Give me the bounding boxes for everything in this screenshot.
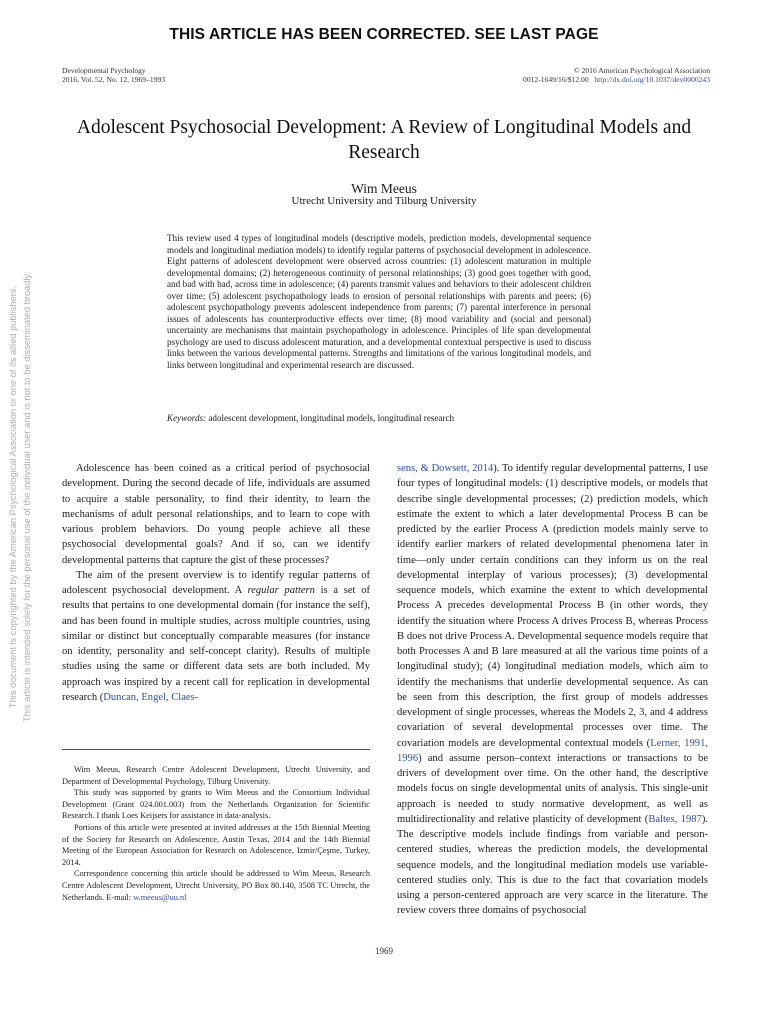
body-paragraph (62, 568, 370, 705)
footnote-divider (62, 749, 370, 750)
correction-banner: THIS ARTICLE HAS BEEN CORRECTED. SEE LAST PAGE (169, 26, 599, 43)
body-text: ) and assume person–context interactions or transactions to be drivers of development over time. On the other hand, the descriptive models focus on single developmental units of analysis. This single-unit approach is needed to study normative development, as well as multidirectionality and relative plasticity of development ( (397, 752, 708, 825)
footnote: Portions of this article were presented at invited addresses at the 15th Biennial Meeting of the Society for Research on Adolescence, Austin Texas, 2014 and the 14th Biennial Meeting of the European Association for Research on Adolescence, Izmir/Çeşme, Turkey, 2014. (62, 822, 370, 867)
email-link[interactable]: w.meeus@uu.nl (133, 892, 187, 902)
footnote (62, 868, 370, 903)
body-text: ). To identify regular developmental patterns, I use four types of longitudinal models: (1) descriptive models, or models that describe single developmental processes; (2) prediction models, which estimate the extent to which a later developmental Process B can be predicted by the earlier Process A (prediction models mainly serve to identify earlier markers of related developmental phenomena later in time—only under certain conditions can they inform us on the real developmental interplay of various processes); (3) developmental sequence models, which examine the extent to which developmental Process A precedes developmental Process B (in other words, they identify the situation where Process A drives Process B, whereas Process B does not drive Process A. Developmental sequence models require that both Processes A and B lare measured at all the various time points of a longitudinal study); (4) longitudinal mediation models, which aim to identify the mechanisms that underlie developmental sequence. As can be seen from this description, the first group of models addresses development of single processes, whereas the Models 2, 3, and 4 address covariation of several developmental processes over time. The covariation models are developmental contextual models ( (397, 463, 708, 749)
footnote: This study was supported by grants to Wim Meeus and the Consortium Individual Development (Grant 024.001.003) from the Netherlands Organization for Scientific Research. I thank Loes Keijsers for assistance in data-analysis. (62, 788, 370, 821)
footnote: Wim Meeus, Research Centre Adolescent Development, Utrecht University, and Department of Developmental Psychology, Tilburg University. (62, 765, 370, 786)
author-name: Wim Meeus (351, 181, 417, 196)
body-column-right (397, 461, 708, 919)
body-text: is a set of results that pertains to one developmental domain (for instance the self), and has been found in multiple studies, across multiple countries, using similar or distinct but conceptually comparable measures (for instance on identity, personality and self-concept clarity). Results of multiple studies using the same or different data sets are both included. My approach was inspired by a recent call for replication in developmental research ( (62, 585, 370, 703)
abstract: This review used 4 types of longitudinal models (descriptive models, prediction models, developmental sequence models and longitudinal mediation models) to identify regular patterns of psychosocial development in adolescence. Eight patterns of adolescent development were observed across countries: (1) adolescent maturation in multiple developmental domains; (2) heterogeneous continuity of personal relationships; (3) good goes together with good, and bad with bad, across time in adolescence; (4) parents transmit values and behaviors to their adolescent children over time; (5) adolescent psychopathology leads to erosion of personal relationships with parents and peers; (6) adolescent psychopathology prevents adolescent independence from parents; (7) parental interference in personal issues of adolescents has counterproductive effects over time; (8) mood variability and (social and personal) uncertainty are mechanisms that maintain psychopathology in adolescence. Principles of life span developmental psychology are used to discuss adolescent maturation, and a developmental contextual perspective is used to discuss links between the various developmental patterns. Strengths and limitations of the various longitudinal models, and links between longitudinal and experimental research are discussed. (167, 233, 591, 371)
citation-link[interactable]: Lerner, 1991, 1996 (397, 737, 708, 764)
journal-header-right (523, 66, 710, 85)
footnotes (62, 764, 370, 903)
side-notice-line: This document is copyrighted by the American Psychological Association or one of its allied publishers. (8, 285, 18, 709)
keywords-text: adolescent development, longitudinal models, longitudinal research (208, 413, 455, 423)
keywords-label: Keywords: (167, 413, 207, 423)
body-column-left (62, 461, 370, 705)
issn-price: 0012-1649/16/$12.00 (523, 75, 589, 85)
body-paragraph (397, 461, 708, 919)
doi-link[interactable]: http://dx.doi.org/10.1037/dev0000243 (594, 75, 710, 85)
journal-citation: 2016, Vol. 52, No. 12, 1969–1993 (62, 75, 166, 85)
citation-link[interactable]: Duncan, Engel, Claes- (103, 691, 199, 703)
citation-link[interactable]: sens, & Dowsett, 2014 (397, 463, 494, 474)
journal-header-left (62, 66, 165, 85)
article-title: Adolescent Psychosocial Development: A Review of Longitudinal Models and Research (76, 117, 692, 163)
copyright-line: © 2016 American Psychological Association (573, 66, 710, 75)
author-affiliation: Utrecht University and Tilburg University (291, 195, 477, 207)
body-paragraph: Adolescence has been coined as a critical period of psychosocial development. During the second decade of life, individuals are assumed to acquire a stable personality, to find their identity, to learn the mechanisms of adult personal relationships, and to learn to cope with various problem behaviors. Do young people achieve all these psychosocial developmental goals? And if so, can we identify developmental patterns that capture the gist of these processes? (62, 463, 370, 566)
copyright-side-notice (6, 0, 34, 997)
issn-doi-line (523, 75, 710, 84)
defined-term: regular pattern (247, 585, 315, 596)
keywords (167, 413, 591, 423)
page-number: 1969 (375, 946, 393, 956)
journal-name: Developmental Psychology (62, 66, 146, 75)
body-text: The aim of the present overview is to identify regular patterns of adolescent psychosocial development. A (62, 569, 370, 596)
citation-link[interactable]: Baltes, 1987 (648, 813, 702, 825)
body-text: ). The descriptive models include findings from variable and person-centered studies, whereas the prediction models, the developmental sequence models, and the longitudinal mediation models use variable-centered studies only. This is due to the fact that covariation models using a person-centered approach are very scarce in the literature. The review covers three domains of psychosocial (397, 813, 708, 917)
footnote-text: Correspondence concerning this article should be addressed to Wim Meeus, Research Centre Adolescent Development, Utrecht University, PO Box 80.140, 3508 TC Utrecht, the Netherlands. E-mail: (62, 869, 370, 902)
side-notice-line: This article is intended solely for the personal use of the individual user and is not to be disseminated broadly. (22, 272, 32, 722)
